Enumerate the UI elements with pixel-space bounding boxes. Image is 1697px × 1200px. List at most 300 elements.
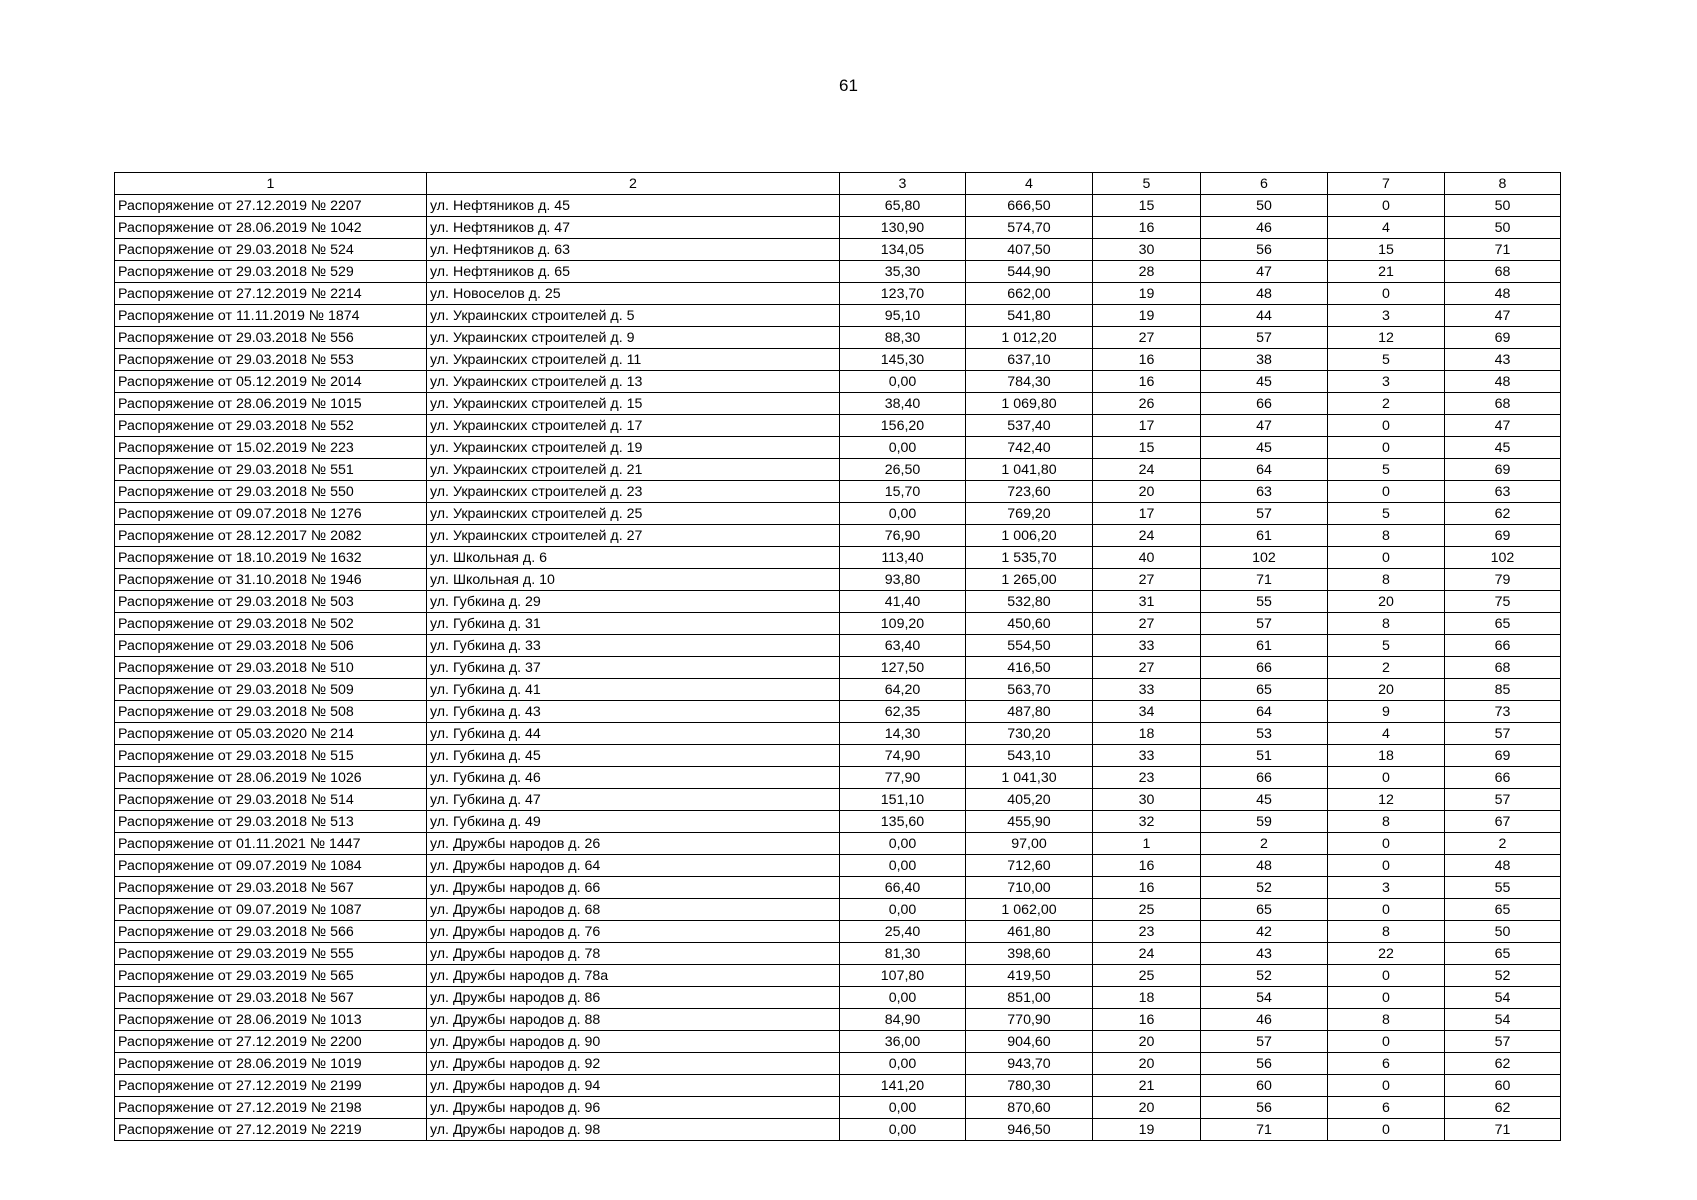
value-cell: 40 (1093, 547, 1201, 569)
value-cell: 46 (1201, 217, 1328, 239)
table-row (115, 965, 1561, 987)
table-row (115, 657, 1561, 679)
value-cell: 662,00 (966, 283, 1093, 305)
value-cell: 57 (1445, 723, 1561, 745)
value-cell: 65 (1201, 679, 1328, 701)
table-row (115, 679, 1561, 701)
value-cell: 47 (1445, 415, 1561, 437)
value-cell: 35,30 (840, 261, 966, 283)
value-cell: 1 012,20 (966, 327, 1093, 349)
address-cell: ул. Нефтяников д. 65 (427, 261, 840, 283)
value-cell: 0,00 (840, 1097, 966, 1119)
order-cell: Распоряжение от 11.11.2019 № 1874 (115, 305, 427, 327)
value-cell: 68 (1445, 393, 1561, 415)
value-cell: 0 (1328, 965, 1445, 987)
address-cell: ул. Дружбы народов д. 78а (427, 965, 840, 987)
value-cell: 75 (1445, 591, 1561, 613)
value-cell: 31 (1093, 591, 1201, 613)
value-cell: 712,60 (966, 855, 1093, 877)
value-cell: 57 (1201, 1031, 1328, 1053)
value-cell: 34 (1093, 701, 1201, 723)
order-cell: Распоряжение от 09.07.2018 № 1276 (115, 503, 427, 525)
value-cell: 15 (1093, 195, 1201, 217)
value-cell: 0 (1328, 987, 1445, 1009)
value-cell: 48 (1445, 855, 1561, 877)
order-cell: Распоряжение от 29.03.2018 № 567 (115, 877, 427, 899)
table-row (115, 921, 1561, 943)
value-cell: 1 535,70 (966, 547, 1093, 569)
table-row (115, 195, 1561, 217)
value-cell: 544,90 (966, 261, 1093, 283)
column-header: 3 (840, 173, 966, 195)
value-cell: 145,30 (840, 349, 966, 371)
column-header: 8 (1445, 173, 1561, 195)
value-cell: 537,40 (966, 415, 1093, 437)
address-cell: ул. Украинских строителей д. 23 (427, 481, 840, 503)
order-cell: Распоряжение от 27.12.2019 № 2214 (115, 283, 427, 305)
value-cell: 71 (1445, 1119, 1561, 1141)
value-cell: 50 (1445, 921, 1561, 943)
address-cell: ул. Украинских строителей д. 13 (427, 371, 840, 393)
value-cell: 870,60 (966, 1097, 1093, 1119)
value-cell: 20 (1093, 1053, 1201, 1075)
value-cell: 56 (1201, 239, 1328, 261)
value-cell: 56 (1201, 1097, 1328, 1119)
value-cell: 76,90 (840, 525, 966, 547)
value-cell: 0,00 (840, 1053, 966, 1075)
value-cell: 851,00 (966, 987, 1093, 1009)
value-cell: 66 (1445, 767, 1561, 789)
order-cell: Распоряжение от 27.12.2019 № 2207 (115, 195, 427, 217)
value-cell: 50 (1201, 195, 1328, 217)
value-cell: 57 (1201, 503, 1328, 525)
order-cell: Распоряжение от 29.03.2018 № 515 (115, 745, 427, 767)
value-cell: 47 (1201, 415, 1328, 437)
table-row (115, 811, 1561, 833)
order-cell: Распоряжение от 29.03.2018 № 509 (115, 679, 427, 701)
value-cell: 26,50 (840, 459, 966, 481)
value-cell: 84,90 (840, 1009, 966, 1031)
value-cell: 946,50 (966, 1119, 1093, 1141)
value-cell: 135,60 (840, 811, 966, 833)
address-cell: ул. Губкина д. 47 (427, 789, 840, 811)
value-cell: 48 (1445, 283, 1561, 305)
column-header: 7 (1328, 173, 1445, 195)
value-cell: 943,70 (966, 1053, 1093, 1075)
address-cell: ул. Дружбы народов д. 90 (427, 1031, 840, 1053)
order-cell: Распоряжение от 27.12.2019 № 2219 (115, 1119, 427, 1141)
value-cell: 742,40 (966, 437, 1093, 459)
value-cell: 419,50 (966, 965, 1093, 987)
value-cell: 27 (1093, 569, 1201, 591)
value-cell: 71 (1445, 239, 1561, 261)
value-cell: 19 (1093, 283, 1201, 305)
value-cell: 62,35 (840, 701, 966, 723)
table-row (115, 789, 1561, 811)
value-cell: 1 069,80 (966, 393, 1093, 415)
value-cell: 63 (1201, 481, 1328, 503)
value-cell: 0,00 (840, 1119, 966, 1141)
table-row (115, 283, 1561, 305)
value-cell: 20 (1093, 1031, 1201, 1053)
value-cell: 0 (1328, 547, 1445, 569)
value-cell: 48 (1201, 283, 1328, 305)
value-cell: 16 (1093, 217, 1201, 239)
value-cell: 38,40 (840, 393, 966, 415)
value-cell: 52 (1445, 965, 1561, 987)
address-cell: ул. Губкина д. 45 (427, 745, 840, 767)
order-cell: Распоряжение от 27.12.2019 № 2200 (115, 1031, 427, 1053)
value-cell: 54 (1445, 987, 1561, 1009)
value-cell: 17 (1093, 503, 1201, 525)
value-cell: 563,70 (966, 679, 1093, 701)
order-cell: Распоряжение от 15.02.2019 № 223 (115, 437, 427, 459)
value-cell: 32 (1093, 811, 1201, 833)
value-cell: 43 (1445, 349, 1561, 371)
value-cell: 123,70 (840, 283, 966, 305)
value-cell: 33 (1093, 745, 1201, 767)
value-cell: 20 (1093, 481, 1201, 503)
value-cell: 62 (1445, 1097, 1561, 1119)
column-header: 6 (1201, 173, 1328, 195)
value-cell: 54 (1201, 987, 1328, 1009)
value-cell: 18 (1328, 745, 1445, 767)
value-cell: 156,20 (840, 415, 966, 437)
value-cell: 69 (1445, 327, 1561, 349)
order-cell: Распоряжение от 29.03.2018 № 551 (115, 459, 427, 481)
value-cell: 48 (1445, 371, 1561, 393)
table-row (115, 415, 1561, 437)
table-row (115, 723, 1561, 745)
value-cell: 16 (1093, 855, 1201, 877)
value-cell: 102 (1201, 547, 1328, 569)
data-table (114, 172, 1561, 1141)
value-cell: 151,10 (840, 789, 966, 811)
value-cell: 25,40 (840, 921, 966, 943)
value-cell: 14,30 (840, 723, 966, 745)
table-body (115, 195, 1561, 1141)
value-cell: 0 (1328, 283, 1445, 305)
value-cell: 0 (1328, 899, 1445, 921)
address-cell: ул. Дружбы народов д. 78 (427, 943, 840, 965)
table-row (115, 349, 1561, 371)
table-row (115, 437, 1561, 459)
address-cell: ул. Дружбы народов д. 86 (427, 987, 840, 1009)
table-row (115, 569, 1561, 591)
value-cell: 532,80 (966, 591, 1093, 613)
table-row (115, 393, 1561, 415)
value-cell: 24 (1093, 943, 1201, 965)
value-cell: 55 (1201, 591, 1328, 613)
value-cell: 450,60 (966, 613, 1093, 635)
value-cell: 19 (1093, 305, 1201, 327)
page-number: 61 (839, 76, 858, 95)
table-row (115, 613, 1561, 635)
value-cell: 66 (1445, 635, 1561, 657)
value-cell: 0,00 (840, 855, 966, 877)
value-cell: 66 (1201, 767, 1328, 789)
value-cell: 20 (1093, 1097, 1201, 1119)
value-cell: 2 (1445, 833, 1561, 855)
table-row (115, 481, 1561, 503)
value-cell: 3 (1328, 305, 1445, 327)
value-cell: 1 265,00 (966, 569, 1093, 591)
value-cell: 19 (1093, 1119, 1201, 1141)
address-cell: ул. Украинских строителей д. 11 (427, 349, 840, 371)
table-row (115, 1075, 1561, 1097)
order-cell: Распоряжение от 28.12.2017 № 2082 (115, 525, 427, 547)
order-cell: Распоряжение от 29.03.2018 № 553 (115, 349, 427, 371)
order-cell: Распоряжение от 29.03.2018 № 502 (115, 613, 427, 635)
address-cell: ул. Нефтяников д. 45 (427, 195, 840, 217)
value-cell: 61 (1201, 525, 1328, 547)
value-cell: 57 (1201, 327, 1328, 349)
value-cell: 15,70 (840, 481, 966, 503)
address-cell: ул. Губкина д. 37 (427, 657, 840, 679)
value-cell: 710,00 (966, 877, 1093, 899)
value-cell: 71 (1201, 569, 1328, 591)
order-cell: Распоряжение от 29.03.2018 № 503 (115, 591, 427, 613)
value-cell: 0,00 (840, 987, 966, 1009)
value-cell: 461,80 (966, 921, 1093, 943)
order-cell: Распоряжение от 29.03.2018 № 567 (115, 987, 427, 1009)
value-cell: 487,80 (966, 701, 1093, 723)
value-cell: 4 (1328, 723, 1445, 745)
address-cell: ул. Губкина д. 44 (427, 723, 840, 745)
value-cell: 59 (1201, 811, 1328, 833)
order-cell: Распоряжение от 29.03.2018 № 566 (115, 921, 427, 943)
table-row (115, 943, 1561, 965)
value-cell: 63 (1445, 481, 1561, 503)
value-cell: 65 (1201, 899, 1328, 921)
value-cell: 60 (1201, 1075, 1328, 1097)
address-cell: ул. Украинских строителей д. 9 (427, 327, 840, 349)
table-row (115, 1053, 1561, 1075)
address-cell: ул. Украинских строителей д. 17 (427, 415, 840, 437)
value-cell: 2 (1201, 833, 1328, 855)
table-row (115, 217, 1561, 239)
value-cell: 0 (1328, 437, 1445, 459)
value-cell: 71 (1201, 1119, 1328, 1141)
value-cell: 48 (1201, 855, 1328, 877)
value-cell: 3 (1328, 371, 1445, 393)
value-cell: 45 (1201, 789, 1328, 811)
table-row (115, 1097, 1561, 1119)
value-cell: 79 (1445, 569, 1561, 591)
address-cell: ул. Дружбы народов д. 76 (427, 921, 840, 943)
value-cell: 61 (1201, 635, 1328, 657)
value-cell: 69 (1445, 459, 1561, 481)
order-cell: Распоряжение от 27.12.2019 № 2198 (115, 1097, 427, 1119)
value-cell: 21 (1328, 261, 1445, 283)
value-cell: 69 (1445, 745, 1561, 767)
value-cell: 541,80 (966, 305, 1093, 327)
value-cell: 33 (1093, 679, 1201, 701)
address-cell: ул. Нефтяников д. 63 (427, 239, 840, 261)
value-cell: 66,40 (840, 877, 966, 899)
address-cell: ул. Школьная д. 10 (427, 569, 840, 591)
order-cell: Распоряжение от 29.03.2018 № 524 (115, 239, 427, 261)
address-cell: ул. Новоселов д. 25 (427, 283, 840, 305)
value-cell: 24 (1093, 459, 1201, 481)
value-cell: 57 (1445, 789, 1561, 811)
address-cell: ул. Дружбы народов д. 98 (427, 1119, 840, 1141)
value-cell: 1 062,00 (966, 899, 1093, 921)
value-cell: 45 (1445, 437, 1561, 459)
address-cell: ул. Губкина д. 49 (427, 811, 840, 833)
value-cell: 25 (1093, 899, 1201, 921)
value-cell: 574,70 (966, 217, 1093, 239)
value-cell: 12 (1328, 789, 1445, 811)
value-cell: 3 (1328, 877, 1445, 899)
value-cell: 30 (1093, 239, 1201, 261)
value-cell: 5 (1328, 503, 1445, 525)
value-cell: 85 (1445, 679, 1561, 701)
table-row (115, 525, 1561, 547)
value-cell: 543,10 (966, 745, 1093, 767)
value-cell: 8 (1328, 525, 1445, 547)
value-cell: 44 (1201, 305, 1328, 327)
table-row (115, 899, 1561, 921)
order-cell: Распоряжение от 29.03.2018 № 510 (115, 657, 427, 679)
value-cell: 45 (1201, 437, 1328, 459)
order-cell: Распоряжение от 05.03.2020 № 214 (115, 723, 427, 745)
value-cell: 6 (1328, 1097, 1445, 1119)
value-cell: 88,30 (840, 327, 966, 349)
value-cell: 15 (1093, 437, 1201, 459)
table-row (115, 1031, 1561, 1053)
value-cell: 77,90 (840, 767, 966, 789)
table-row (115, 987, 1561, 1009)
value-cell: 47 (1445, 305, 1561, 327)
value-cell: 109,20 (840, 613, 966, 635)
value-cell: 64 (1201, 459, 1328, 481)
value-cell: 107,80 (840, 965, 966, 987)
value-cell: 141,20 (840, 1075, 966, 1097)
address-cell: ул. Губкина д. 31 (427, 613, 840, 635)
address-cell: ул. Украинских строителей д. 25 (427, 503, 840, 525)
value-cell: 0 (1328, 195, 1445, 217)
column-header: 4 (966, 173, 1093, 195)
value-cell: 1 041,80 (966, 459, 1093, 481)
value-cell: 64 (1201, 701, 1328, 723)
order-cell: Распоряжение от 31.10.2018 № 1946 (115, 569, 427, 591)
table-row (115, 745, 1561, 767)
value-cell: 8 (1328, 613, 1445, 635)
value-cell: 97,00 (966, 833, 1093, 855)
order-cell: Распоряжение от 29.03.2018 № 550 (115, 481, 427, 503)
value-cell: 41,40 (840, 591, 966, 613)
value-cell: 15 (1328, 239, 1445, 261)
table-row (115, 1009, 1561, 1031)
value-cell: 52 (1201, 965, 1328, 987)
value-cell: 770,90 (966, 1009, 1093, 1031)
table-row (115, 239, 1561, 261)
value-cell: 784,30 (966, 371, 1093, 393)
value-cell: 8 (1328, 811, 1445, 833)
value-cell: 0,00 (840, 899, 966, 921)
value-cell: 16 (1093, 1009, 1201, 1031)
address-cell: ул. Дружбы народов д. 96 (427, 1097, 840, 1119)
value-cell: 666,50 (966, 195, 1093, 217)
value-cell: 637,10 (966, 349, 1093, 371)
table-row (115, 327, 1561, 349)
table-row (115, 371, 1561, 393)
table-row (115, 877, 1561, 899)
value-cell: 67 (1445, 811, 1561, 833)
value-cell: 6 (1328, 1053, 1445, 1075)
value-cell: 134,05 (840, 239, 966, 261)
value-cell: 5 (1328, 459, 1445, 481)
value-cell: 127,50 (840, 657, 966, 679)
value-cell: 62 (1445, 1053, 1561, 1075)
value-cell: 23 (1093, 767, 1201, 789)
table-row (115, 701, 1561, 723)
column-header: 2 (427, 173, 840, 195)
value-cell: 52 (1201, 877, 1328, 899)
value-cell: 0 (1328, 1119, 1445, 1141)
value-cell: 22 (1328, 943, 1445, 965)
order-cell: Распоряжение от 28.06.2019 № 1042 (115, 217, 427, 239)
value-cell: 73 (1445, 701, 1561, 723)
table-row (115, 503, 1561, 525)
order-cell: Распоряжение от 29.03.2018 № 513 (115, 811, 427, 833)
value-cell: 69 (1445, 525, 1561, 547)
table-row (115, 459, 1561, 481)
address-cell: ул. Дружбы народов д. 94 (427, 1075, 840, 1097)
value-cell: 16 (1093, 371, 1201, 393)
value-cell: 407,50 (966, 239, 1093, 261)
value-cell: 46 (1201, 1009, 1328, 1031)
value-cell: 81,30 (840, 943, 966, 965)
value-cell: 66 (1201, 393, 1328, 415)
order-cell: Распоряжение от 29.03.2018 № 556 (115, 327, 427, 349)
value-cell: 20 (1328, 679, 1445, 701)
value-cell: 33 (1093, 635, 1201, 657)
value-cell: 4 (1328, 217, 1445, 239)
value-cell: 0 (1328, 833, 1445, 855)
table-row (115, 547, 1561, 569)
order-cell: Распоряжение от 28.06.2019 № 1015 (115, 393, 427, 415)
value-cell: 57 (1445, 1031, 1561, 1053)
value-cell: 1 (1093, 833, 1201, 855)
value-cell: 30 (1093, 789, 1201, 811)
value-cell: 50 (1445, 195, 1561, 217)
value-cell: 8 (1328, 1009, 1445, 1031)
value-cell: 24 (1093, 525, 1201, 547)
value-cell: 1 041,30 (966, 767, 1093, 789)
value-cell: 0 (1328, 481, 1445, 503)
address-cell: ул. Дружбы народов д. 66 (427, 877, 840, 899)
address-cell: ул. Дружбы народов д. 26 (427, 833, 840, 855)
value-cell: 65 (1445, 943, 1561, 965)
value-cell: 8 (1328, 921, 1445, 943)
value-cell: 74,90 (840, 745, 966, 767)
value-cell: 66 (1201, 657, 1328, 679)
order-cell: Распоряжение от 05.12.2019 № 2014 (115, 371, 427, 393)
value-cell: 18 (1093, 723, 1201, 745)
value-cell: 27 (1093, 327, 1201, 349)
value-cell: 57 (1201, 613, 1328, 635)
value-cell: 20 (1328, 591, 1445, 613)
value-cell: 904,60 (966, 1031, 1093, 1053)
value-cell: 18 (1093, 987, 1201, 1009)
value-cell: 769,20 (966, 503, 1093, 525)
value-cell: 102 (1445, 547, 1561, 569)
value-cell: 130,90 (840, 217, 966, 239)
value-cell: 0 (1328, 1075, 1445, 1097)
table-row (115, 767, 1561, 789)
